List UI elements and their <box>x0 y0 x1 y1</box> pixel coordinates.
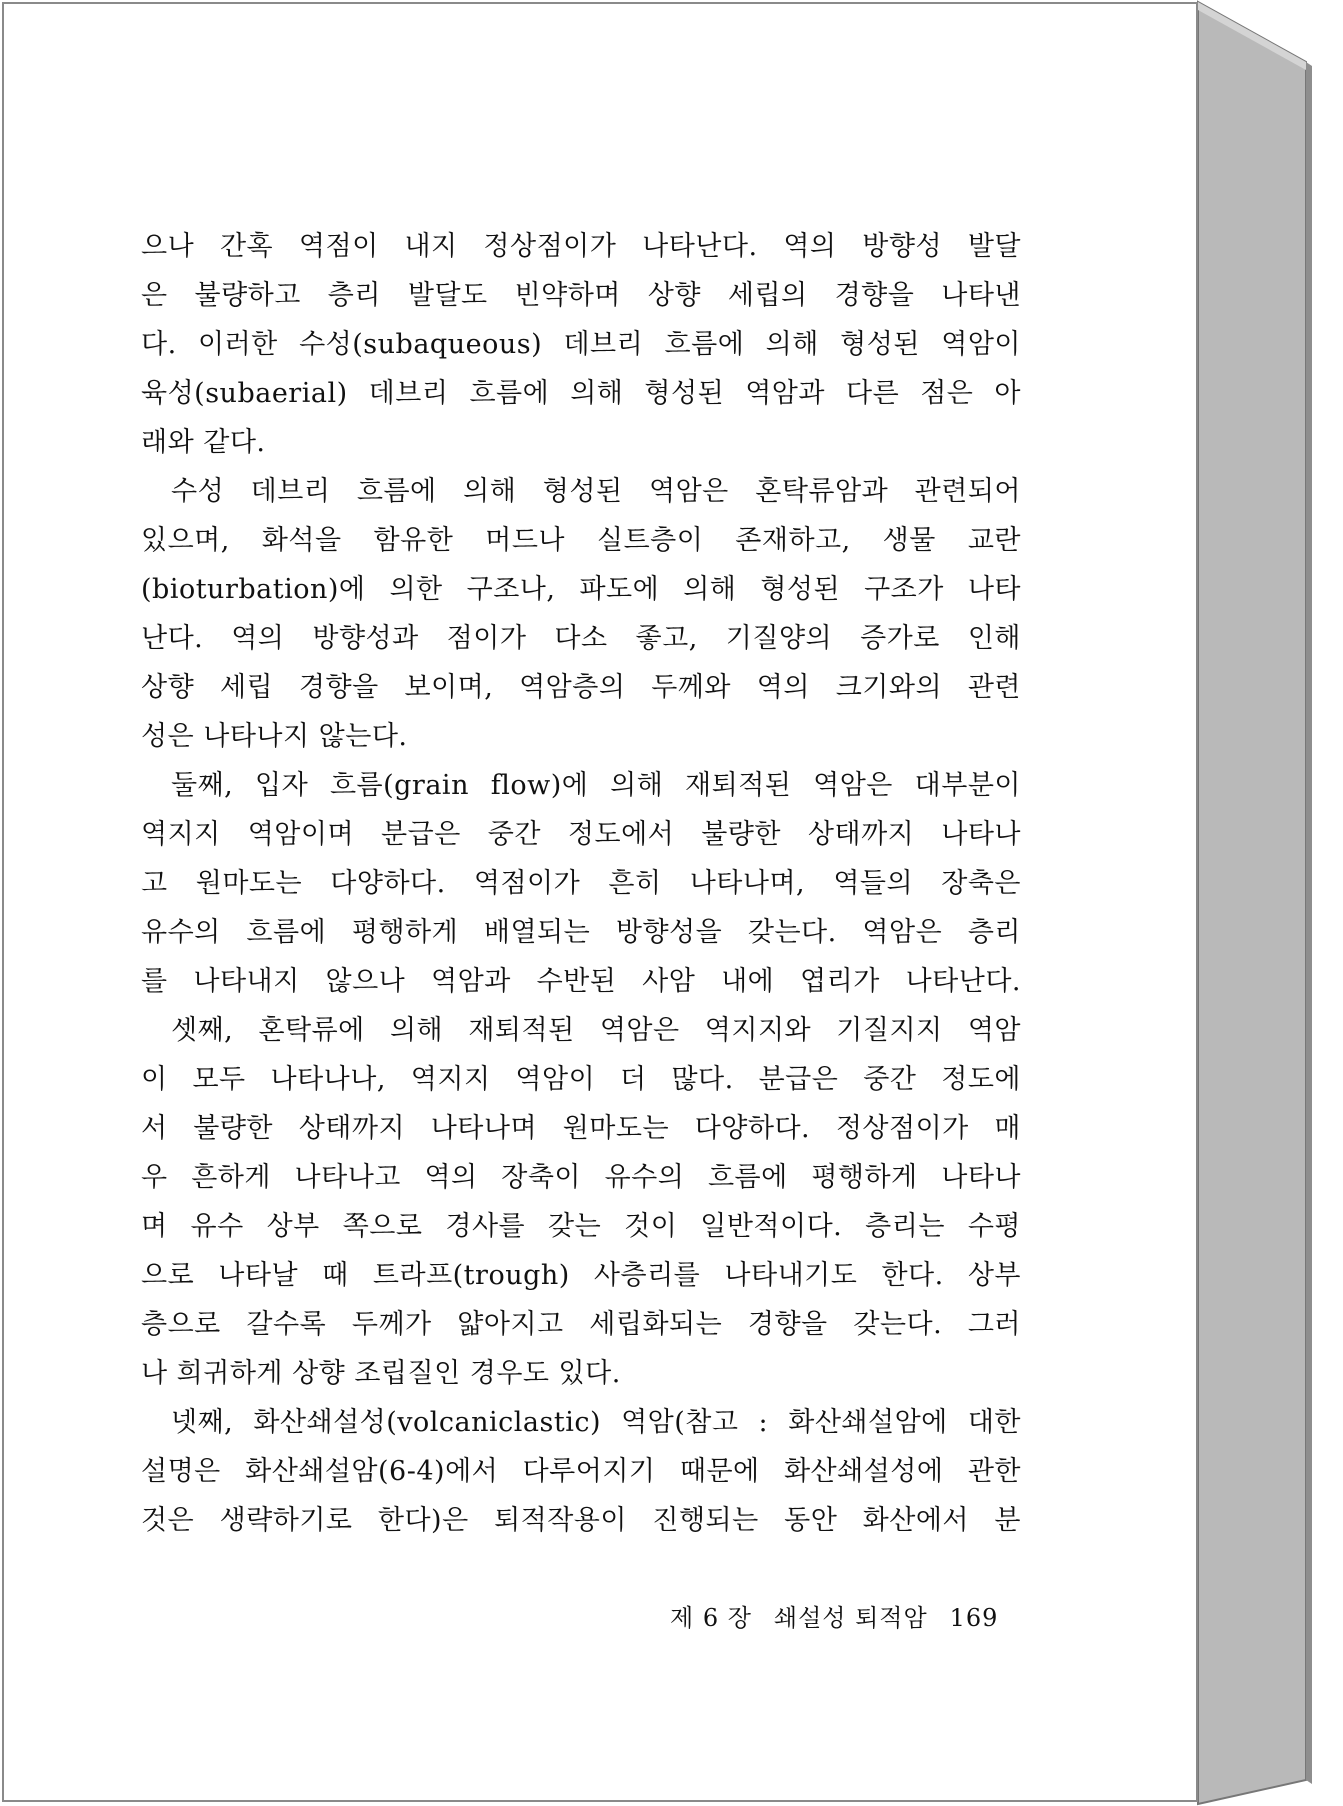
text-line: 성은 나타나지 않는다. <box>141 721 408 752</box>
chapter-title: 쇄설성 퇴적암 <box>773 1604 928 1632</box>
text-line: 층으로 갈수록 두께가 얇아지고 세립화되는 경향을 갖는다. 그러 <box>141 1309 1021 1340</box>
text-line: 있으며, 화석을 함유한 머드나 실트층이 존재하고, 생물 교란 <box>141 525 1021 556</box>
text-line: 서 불량한 상태까지 나타나며 원마도는 다양하다. 정상점이가 매 <box>141 1113 1021 1144</box>
text-line: 이 모두 나타나나, 역지지 역암이 더 많다. 분급은 중간 정도에 <box>141 1064 1021 1095</box>
text-line: 수성 데브리 흐름에 의해 형성된 역암은 혼탁류암과 관련되어 <box>171 476 1021 507</box>
chapter-label: 제 6 장 <box>670 1604 752 1632</box>
text-line: 나 희귀하게 상향 조립질인 경우도 있다. <box>141 1358 621 1389</box>
text-line: 설명은 화산쇄설암(6-4)에서 다루어지기 때문에 화산쇄설성에 관한 <box>141 1456 1021 1487</box>
text-line: 고 원마도는 다양하다. 역점이가 흔히 나타나며, 역들의 장축은 <box>141 868 1021 899</box>
text-line: 래와 같다. <box>141 427 266 458</box>
body-text <box>141 222 1021 1545</box>
text-line: 유수의 흐름에 평행하게 배열되는 방향성을 갖는다. 역암은 층리 <box>141 917 1021 948</box>
text-line: 며 유수 상부 쪽으로 경사를 갖는 것이 일반적이다. 층리는 수평 <box>141 1211 1021 1242</box>
text-line: 으나 간혹 역점이 내지 정상점이가 나타난다. 역의 방향성 발달 <box>141 231 1021 262</box>
text-line: 우 흔하게 나타나고 역의 장축이 유수의 흐름에 평행하게 나타나 <box>141 1162 1021 1193</box>
page-number: 169 <box>949 1604 999 1632</box>
page-footer <box>670 1598 1020 1633</box>
text-line: 상향 세립 경향을 보이며, 역암층의 두께와 역의 크기와의 관련 <box>141 672 1021 703</box>
text-line: 으로 나타날 때 트라프(trough) 사층리를 나타내기도 한다. 상부 <box>141 1260 1021 1291</box>
text-line: 육성(subaerial) 데브리 흐름에 의해 형성된 역암과 다른 점은 아 <box>141 378 1021 409</box>
text-line: 역지지 역암이며 분급은 중간 정도에서 불량한 상태까지 나타나 <box>141 819 1021 850</box>
text-line: 다. 이러한 수성(subaqueous) 데브리 흐름에 의해 형성된 역암이 <box>141 329 1021 360</box>
text-line: 둘째, 입자 흐름(grain flow)에 의해 재퇴적된 역암은 대부분이 <box>171 770 1021 801</box>
text-line: 넷째, 화산쇄설성(volcaniclastic) 역암(참고 : 화산쇄설암에 대한 <box>171 1407 1021 1438</box>
text-line: 것은 생략하기로 한다)은 퇴적작용이 진행되는 동안 화산에서 분 <box>141 1505 1021 1536</box>
text-line: 셋째, 혼탁류에 의해 재퇴적된 역암은 역지지와 기질지지 역암 <box>171 1015 1021 1046</box>
text-line: 은 불량하고 층리 발달도 빈약하며 상향 세립의 경향을 나타낸 <box>141 280 1021 311</box>
text-line: 난다. 역의 방향성과 점이가 다소 좋고, 기질양의 증가로 인해 <box>141 623 1021 654</box>
text-line: 를 나타내지 않으나 역암과 수반된 사암 내에 엽리가 나타난다. <box>141 966 1021 997</box>
text-line: (bioturbation)에 의한 구조나, 파도에 의해 형성된 구조가 나타 <box>141 574 1021 605</box>
